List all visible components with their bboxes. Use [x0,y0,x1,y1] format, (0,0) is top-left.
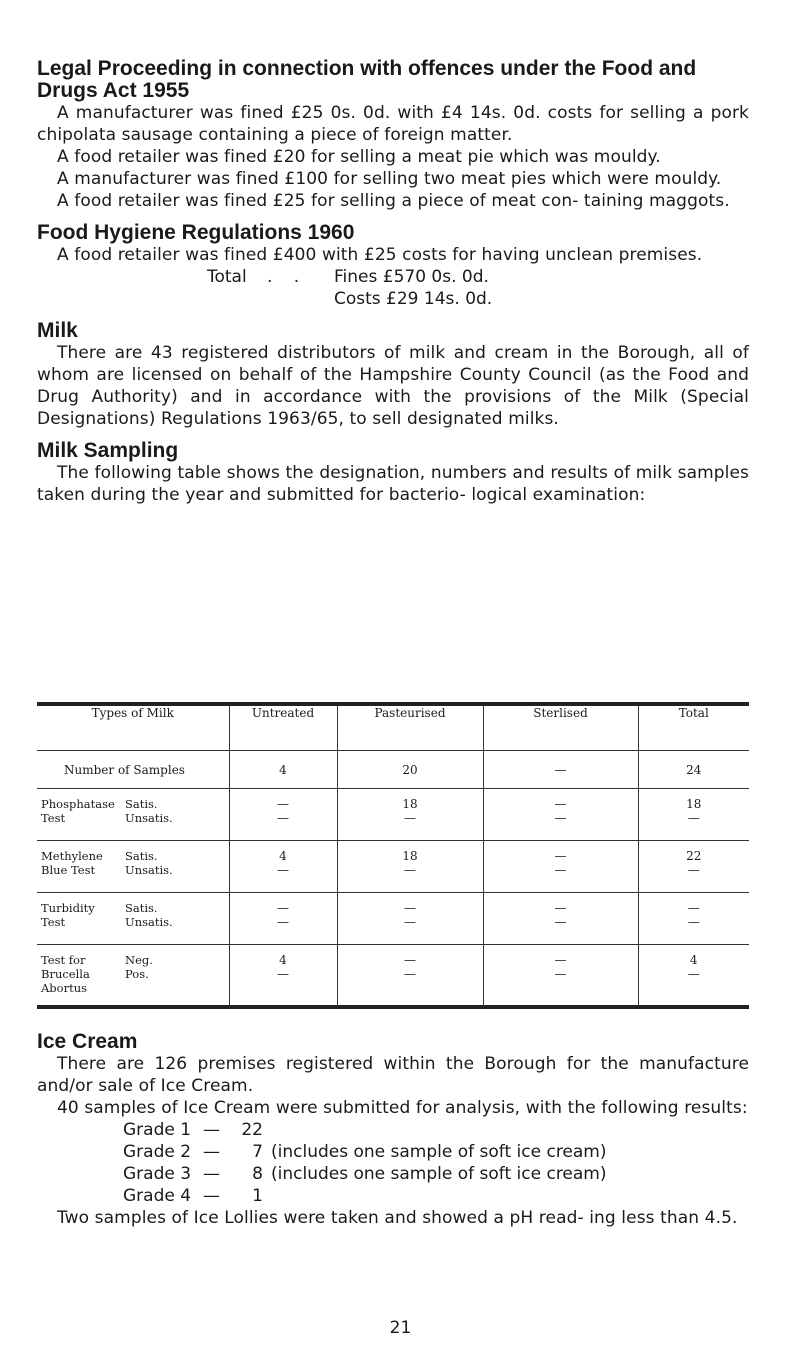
table-row [37,893,749,945]
header-pasteurised: Pasteurised [337,704,483,751]
table-cell [337,945,483,1007]
cell-value-1: — [554,797,567,811]
sampling-para: The following table shows the designation, numbers and results of milk samples taken during the year and submitted for bacterio- logical examination: [37,463,749,505]
row-label-line-2: Blue Test [41,863,96,877]
grade-dash: — [203,1164,220,1184]
row-label [37,893,229,945]
cell-value-2: — [277,811,289,825]
grade-note: (includes one sample of soft ice cream) [271,1142,607,1162]
row-result-2: Unsatis. [125,915,173,929]
grade-dash: — [203,1186,220,1206]
cell-value-2: — [404,967,416,981]
legal-para-4: A food retailer was fined £25 for selling a piece of meat con- taining maggots. [57,191,730,211]
grade-label: Grade 1 [123,1120,192,1140]
ice-para-1: There are 126 premises registered within the Borough for the manufacture and/or sale of Ice Cream. [37,1054,749,1096]
grade-note: (includes one sample of soft ice cream) [271,1164,607,1184]
table-cell [337,841,483,893]
table-cell [337,893,483,945]
cell-value-1: — [554,953,567,967]
cell-value-2: — [687,811,700,825]
table-row [37,945,749,1007]
row-label-line-1: Test for [41,953,86,967]
cell-value-1: 18 [402,797,418,811]
row-result-1: Satis. [125,901,158,915]
ice-para-3: Two samples of Ice Lollies were taken and showed a pH read- ing less than 4.5. [57,1208,738,1228]
header-sterlised: Sterlised [483,704,638,751]
legal-para-3: A manufacturer was fined £100 for selling two meat pies which were mouldy. [57,169,722,189]
milk-heading: Milk [37,319,78,342]
row-label [37,945,229,1007]
grade-line [37,1185,749,1207]
cell-value-2: — [687,863,700,877]
table-cell [229,789,337,841]
grade-count: 7 [252,1142,263,1162]
table-cell [229,945,337,1007]
number-total: 24 [638,751,749,789]
cell-value-2: — [554,967,567,981]
cell-value-1: 18 [402,849,418,863]
total-costs: Costs £29 14s. 0d. [334,289,493,309]
cell-value-2: — [687,967,700,981]
cell-value-1: — [554,849,567,863]
cell-value-2: — [687,915,700,929]
header-types: Types of Milk [37,704,229,751]
cell-value-2: — [404,863,416,877]
grade-label: Grade 4 [123,1186,192,1206]
cell-value-1: 18 [686,797,702,811]
cell-value-1: 4 [279,953,287,967]
cell-value-2: — [277,863,289,877]
hygiene-para: A food retailer was fined £400 with £25 costs for having unclean premises. [57,245,703,265]
milk-sampling-table [37,702,749,1009]
number-row [37,751,749,789]
cell-value-2: — [554,915,567,929]
table-cell [229,893,337,945]
row-label [37,841,229,893]
cell-value-2: — [554,863,567,877]
table-row [37,841,749,893]
grade-line [37,1163,749,1185]
row-result-1: Satis. [125,849,158,863]
table-cell [483,841,638,893]
grade-dash: — [203,1142,220,1162]
row-result-2: Unsatis. [125,811,173,825]
grade-dash: — [203,1120,220,1140]
row-label-line-1: Turbidity [41,901,95,915]
table-cell [229,841,337,893]
row-label-line-1: Methylene [41,849,103,863]
table-cell [483,893,638,945]
cell-value-1: — [687,901,700,915]
sampling-heading: Milk Sampling [37,439,179,462]
legal-para-1: A manufacturer was fined £25 0s. 0d. with £4 14s. 0d. costs for selling a pork chipolata sausage containing a piece of foreign matter. [37,103,749,145]
table-cell [638,945,749,1007]
total-fines: Fines £570 0s. 0d. [334,267,489,287]
row-result-2: Unsatis. [125,863,173,877]
page-number: 21 [389,1318,412,1338]
page-content [37,58,749,506]
ice-heading: Ice Cream [37,1030,138,1053]
header-total: Total [638,704,749,751]
row-result-2: Pos. [125,967,149,981]
cell-value-1: — [277,901,289,915]
ice-cream-section [37,1031,749,1229]
milk-para: There are 43 registered distributors of milk and cream in the Borough, all of whom are licensed on behalf of the Hampshire County Council (as the Food and Drug Authority) and in accordance with the provisions of the Milk (Special Designations) Regulations 1963/65, to sell designated milks. [37,343,749,429]
cell-value-2: — [277,967,289,981]
number-untreated: 4 [229,751,337,789]
number-sterlised: — [483,751,638,789]
table-cell [638,789,749,841]
table-cell [638,893,749,945]
cell-value-2: — [404,811,416,825]
cell-value-2: — [404,915,416,929]
grade-count: 22 [241,1120,263,1140]
total-dots: . . [267,267,308,287]
table-cell [483,789,638,841]
ice-para-2: 40 samples of Ice Cream were submitted for analysis, with the following results: [57,1098,748,1118]
cell-value-1: — [277,797,289,811]
row-label-line-2: Brucella [41,967,90,981]
legal-heading: Legal Proceeding in connection with offences under the Food and Drugs Act 1955 [37,57,697,102]
number-row-label: Number of Samples [37,751,229,789]
cell-value-1: 22 [686,849,702,863]
cell-value-1: 4 [689,953,698,967]
total-label: Total [207,267,247,287]
legal-para-2: A food retailer was fined £20 for selling a meat pie which was mouldy. [57,147,661,167]
row-result-1: Satis. [125,797,158,811]
totals-block [37,266,749,310]
row-label-line-3: Abortus [41,981,88,995]
row-label-line-2: Test [41,811,66,825]
cell-value-1: 4 [279,849,287,863]
grade-label: Grade 3 [123,1164,192,1184]
grade-count: 1 [252,1186,263,1206]
cell-value-1: — [554,901,567,915]
cell-value-2: — [554,811,567,825]
table-cell [337,789,483,841]
hygiene-heading: Food Hygiene Regulations 1960 [37,221,355,244]
cell-value-2: — [277,915,289,929]
cell-value-1: — [404,953,416,967]
row-label [37,789,229,841]
grade-list [37,1119,749,1207]
number-pasteurised: 20 [337,751,483,789]
table-cell [483,945,638,1007]
grade-line [37,1119,749,1141]
row-label-line-1: Phosphatase [41,797,115,811]
table-cell [638,841,749,893]
grade-count: 8 [252,1164,263,1184]
table-header-row [37,704,749,751]
cell-value-1: — [404,901,416,915]
row-label-line-2: Test [41,915,66,929]
header-untreated: Untreated [229,704,337,751]
grade-line [37,1141,749,1163]
row-result-1: Neg. [125,953,153,967]
grade-label: Grade 2 [123,1142,192,1162]
table-row [37,789,749,841]
